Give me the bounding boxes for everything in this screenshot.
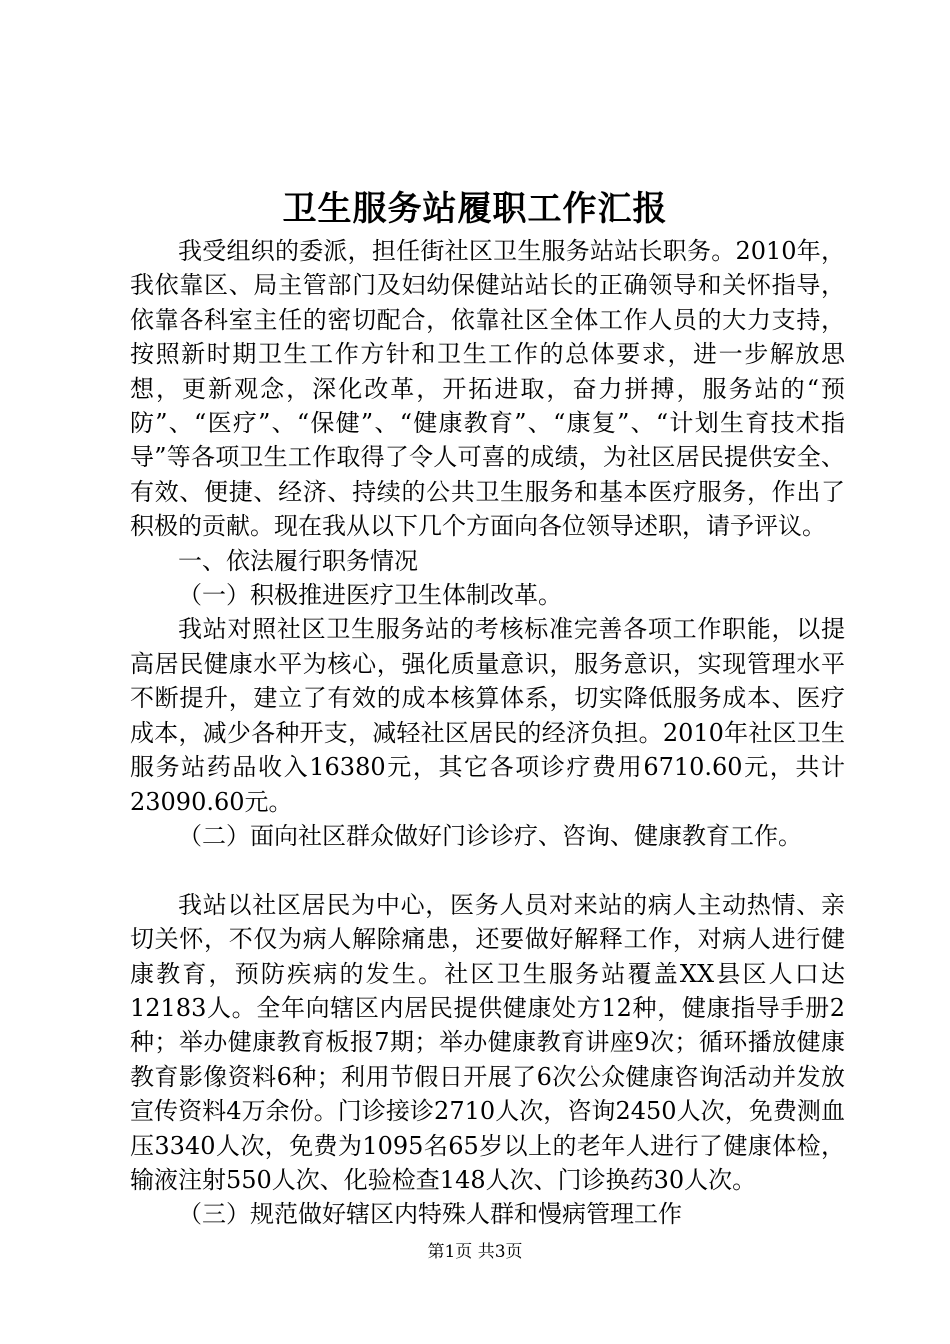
body-paragraph-1: 我站对照社区卫生服务站的考核标准完善各项工作职能，以提高居民健康水平为核心，强化质量意识，服务意识，实现管理水平不断提升，建立了有效的成本核算体系，切实降低服务成本、医疗成本，减少各种开支，减轻社区居民的经济负担。2010年社区卫生服务站药品收入16380元，其它各项诊疗费用6710.60元，共计23090.60元。 xyxy=(130,615,845,816)
subsection-heading-1: （一）积极推进医疗卫生体制改革。 xyxy=(178,581,562,610)
intro-paragraph: 我受组织的委派，担任街社区卫生服务站站长职务。2010年，我依靠区、局主管部门及妇幼保健站站长的正确领导和关怀指导，依靠各科室主任的密切配合，依靠社区全体工作人员的大力支持，按照新时期卫生工作方针和卫生工作的总体要求，进一步解放思想，更新观念，深化改革，开拓进取，奋力拼搏，服务站的“预防”、“医疗”、“保健”、“健康教育”、“康复”、“计划生育技术指导”等各项卫生工作取得了令人可喜的成绩，为社区居民提供安全、有效、便捷、经济、持续的公共卫生服务和基本医疗服务，作出了积极的贡献。现在我从以下几个方面向各位领导述职，请予评议。 xyxy=(130,237,845,541)
subsection-heading-2: （二）面向社区群众做好门诊诊疗、咨询、健康教育工作。 xyxy=(178,821,802,850)
document-title: 卫生服务站履职工作汇报 xyxy=(282,189,668,229)
body-paragraph-2: 我站以社区居民为中心，医务人员对来站的病人主动热情、亲切关怀，不仅为病人解除痛患，还要做好解释工作，对病人进行健康教育，预防疾病的发生。社区卫生服务站覆盖XX县区人口达12183人。全年向辖区内居民提供健康处方12种，健康指导手册2种；举办健康教育板报7期；举办健康教育讲座9次；循环播放健康教育影像资料6种；利用节假日开展了6次公众健康咨询活动并发放宣传资料4万余份。门诊接诊2710人次，咨询2450人次，免费测血压3340人次，免费为1095名65岁以上的老年人进行了健康体检，输液注射550人次、化验检查148人次、门诊换药30人次。 xyxy=(130,890,845,1194)
document-body xyxy=(130,234,845,1232)
subsection-heading-3: （三）规范做好辖区内特殊人群和慢病管理工作 xyxy=(178,1200,682,1229)
section-heading: 一、依法履行职务情况 xyxy=(178,546,418,575)
page-footer: 第1页 共3页 xyxy=(427,1242,523,1262)
